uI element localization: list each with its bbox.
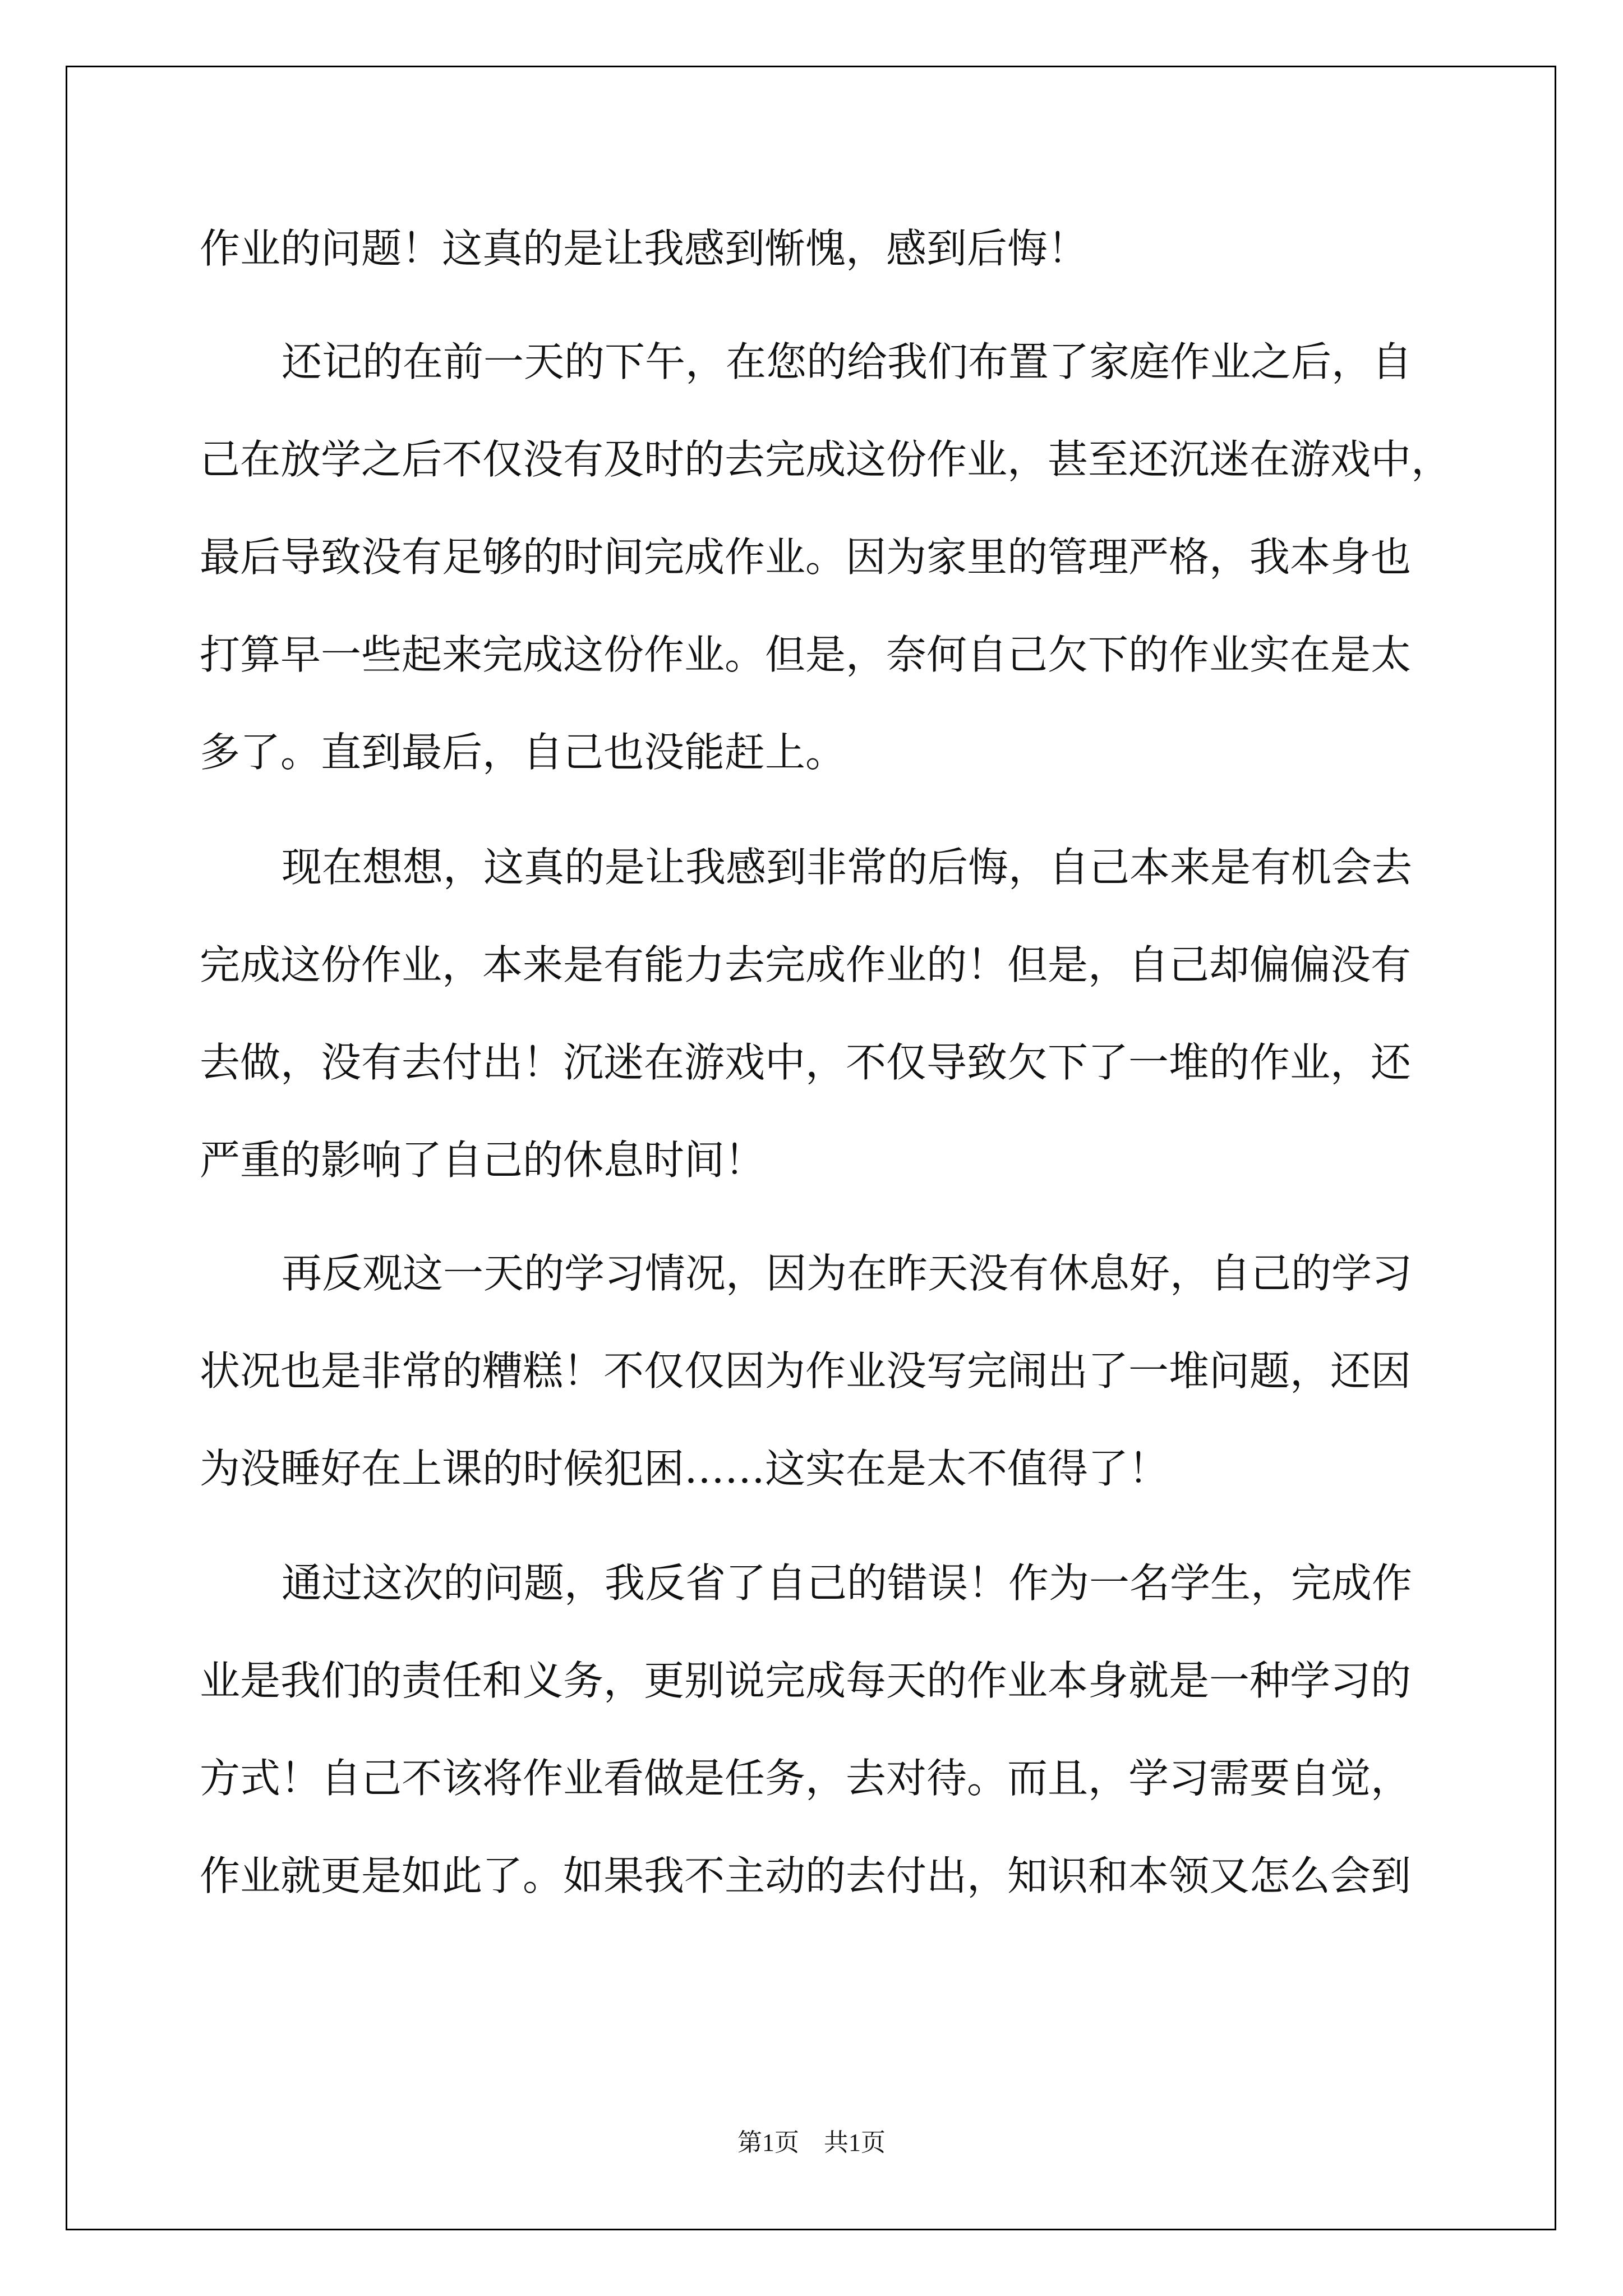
text-line: 方式！自己不该将作业看做是任务，去对待。而且，学习需要自觉， (200, 1755, 1412, 1802)
text-line: 多了。直到最后，自己也没能赶上。 (200, 729, 846, 776)
text-line: 去做，没有去付出！沉迷在游戏中，不仅导致欠下了一堆的作业，还 (200, 1039, 1412, 1086)
text-line: 作业就更是如此了。如果我不主动的去付出，知识和本领又怎么会到 (200, 1852, 1412, 1899)
text-line: 完成这份作业，本来是有能力去完成作业的！但是，自己却偏偏没有 (200, 941, 1412, 988)
text-line: 业是我们的责任和义务，更别说完成每天的作业本身就是一种学习的 (200, 1657, 1412, 1704)
text-line: 作业的问题！这真的是让我感到惭愧，感到后悔！ (200, 225, 1089, 272)
text-line: 最后导致没有足够的时间完成作业。因为家里的管理严格，我本身也 (200, 533, 1412, 581)
text-line: 严重的影响了自己的休息时间！ (200, 1137, 766, 1184)
text-line: 为没睡好在上课的时候犯困……这实在是太不值得了！ (200, 1445, 1169, 1492)
text-line: 打算早一些起来完成这份作业。但是，奈何自己欠下的作业实在是太 (200, 631, 1412, 678)
text-line: 再反观这一天的学习情况，因为在昨天没有休息好，自己的学习 (282, 1250, 1413, 1297)
text-line: 还记的在前一天的下午，在您的给我们布置了家庭作业之后，自 (282, 338, 1413, 385)
text-line: 通过这次的问题，我反省了自己的错误！作为一名学生，完成作 (282, 1559, 1413, 1607)
text-line: 现在想想，这真的是让我感到非常的后悔，自己本来是有机会去 (282, 844, 1413, 891)
text-line: 己在放学之后不仅没有及时的去完成这份作业，甚至还沉迷在游戏中， (200, 436, 1452, 483)
page-number: 第1页 共1页 (737, 2129, 886, 2156)
text-line: 状况也是非常的糟糕！不仅仅因为作业没写完闹出了一堆问题，还因 (200, 1347, 1412, 1395)
